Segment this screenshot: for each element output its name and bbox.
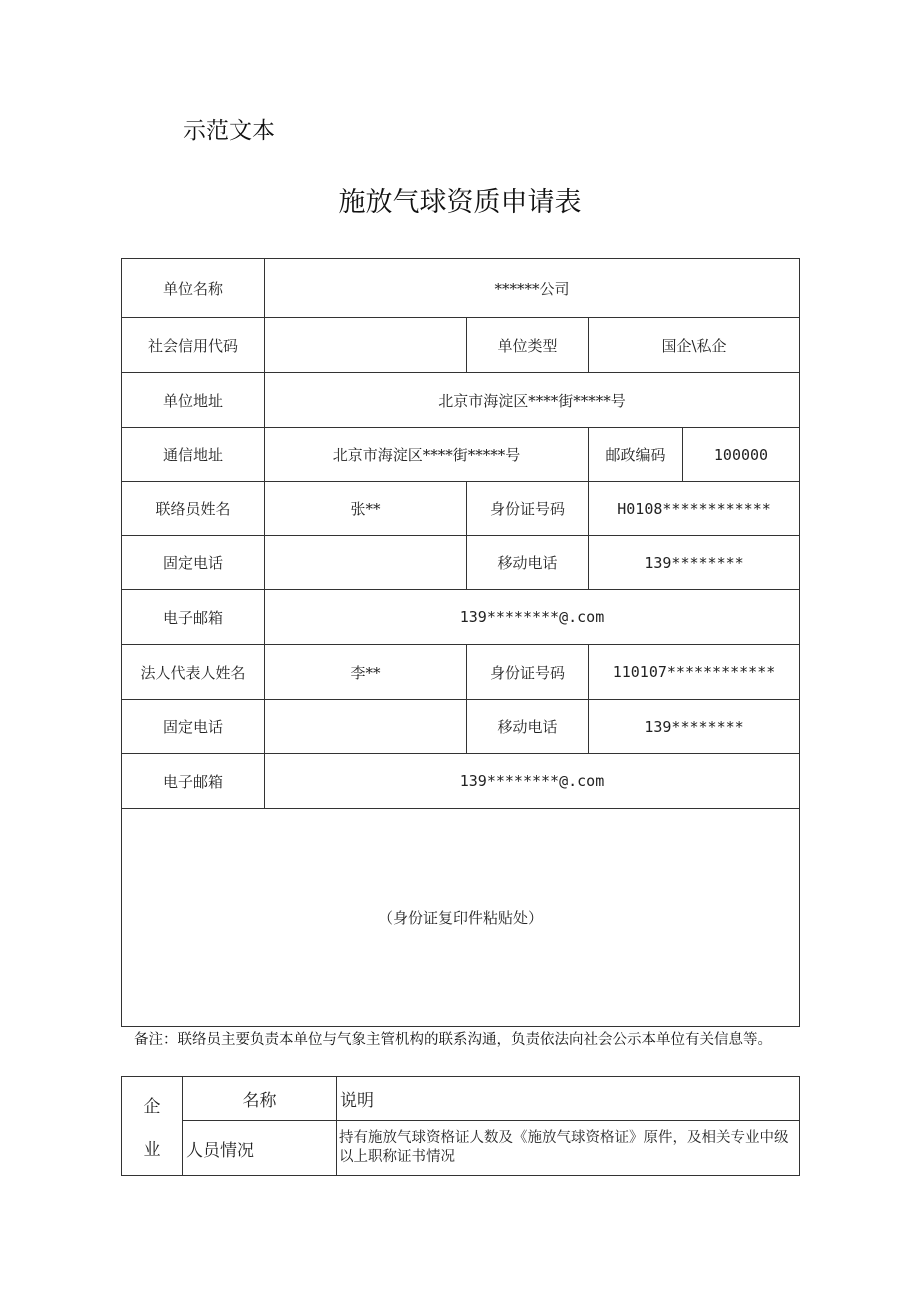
table-row [122,645,800,700]
unit-address-label: 单位地址 [122,373,265,428]
table-row [122,259,800,318]
liaison-id-label: 身份证号码 [467,482,589,536]
liaison-id-value[interactable]: H0108************ [589,482,800,536]
table-row [122,809,800,1027]
credit-code-value[interactable] [265,318,467,373]
table-row [122,590,800,645]
credit-code-label: 社会信用代码 [122,318,265,373]
table-row [122,482,800,536]
liaison-name-label: 联络员姓名 [122,482,265,536]
sample-text-label: 示范文本 [183,118,275,144]
legal-name-label: 法人代表人姓名 [122,645,265,700]
enterprise-side-label [122,1077,183,1176]
id-copy-paste-area: （身份证复印件粘贴处） [122,809,800,1027]
table-row [122,1077,800,1121]
legal-mobile-label: 移动电话 [467,700,589,754]
liaison-mobile-value[interactable]: 139******** [589,536,800,590]
unit-type-label: 单位类型 [467,318,589,373]
form-title: 施放气球资质申请表 [338,187,582,218]
table-row [122,754,800,809]
name-column-header: 名称 [183,1077,337,1121]
table-row [122,536,800,590]
legal-email-label: 电子邮箱 [122,754,265,809]
description-column-header: 说明 [337,1077,800,1121]
unit-type-value[interactable]: 国企\私企 [589,318,800,373]
liaison-phone-label: 固定电话 [122,536,265,590]
table-row [122,373,800,428]
liaison-email-label: 电子邮箱 [122,590,265,645]
remarks-note: 备注：联络员主要负责本单位与气象主管机构的联系沟通，负责依法向社会公示本单位有关信息等。 [134,1032,772,1048]
legal-phone-label: 固定电话 [122,700,265,754]
mail-address-value[interactable]: 北京市海淀区****街*****号 [265,428,589,482]
legal-name-value[interactable]: 李** [265,645,467,700]
unit-name-label: 单位名称 [122,259,265,318]
legal-id-label: 身份证号码 [467,645,589,700]
table-row [122,428,800,482]
legal-mobile-value[interactable]: 139******** [589,700,800,754]
liaison-name-value[interactable]: 张** [265,482,467,536]
liaison-email-value[interactable]: 139********@.com [265,590,800,645]
legal-id-value[interactable]: 110107************ [589,645,800,700]
table-row [122,1121,800,1176]
legal-phone-value[interactable] [265,700,467,754]
mail-address-label: 通信地址 [122,428,265,482]
personnel-description-cell: 持有施放气球资格证人数及《施放气球资格证》原件，及相关专业中级以上职称证书情况 [337,1121,800,1176]
enterprise-table [121,1076,800,1176]
postcode-value[interactable]: 100000 [683,428,800,482]
personnel-name-cell: 人员情况 [183,1121,337,1176]
table-row [122,318,800,373]
unit-name-value[interactable]: ******公司 [265,259,800,318]
side-label-char-1: 企 [143,1097,161,1117]
postcode-label: 邮政编码 [589,428,683,482]
table-row [122,700,800,754]
legal-email-value[interactable]: 139********@.com [265,754,800,809]
liaison-phone-value[interactable] [265,536,467,590]
side-label-char-2: 业 [143,1140,161,1160]
unit-address-value[interactable]: 北京市海淀区****街*****号 [265,373,800,428]
liaison-mobile-label: 移动电话 [467,536,589,590]
application-form-table [121,258,800,1027]
